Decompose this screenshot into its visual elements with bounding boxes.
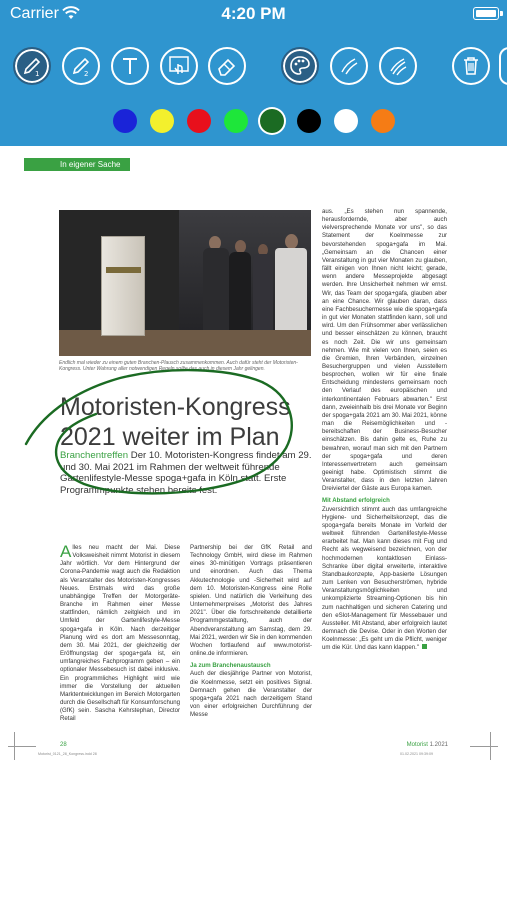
article-headline xyxy=(60,392,320,452)
palette-button[interactable] xyxy=(281,47,319,85)
pen-1-button[interactable] xyxy=(13,47,51,85)
eraser-button[interactable] xyxy=(208,47,246,85)
footer-issue xyxy=(388,742,448,748)
column-3-text-b: Zuversichtlich stimmt auch das umfangreiche Hygiene- und Sicherheitskonzept, das die spoga+gafa bereits Monate im Vorfeld der weltweit führenden Gartenlifestyle-Messe erarbeitet hat. Man kann dieses mit Fug und Recht als wegweisend bezeichnen, von der hochmodernen kontaktlosen Einlass-Schranke über digital erweiterte, interaktive Standbaukonzepte, App-basierte Lösungen zum Lenken von Besucherströmen, hybride Veranstaltungsmöglichkeiten und unkomplizierte Streaming-Optionen bis hin zum nachhaltigen und sicheren Catering und den eSlot-Management für Messebauer und Aussteller. Mit Abstand, aber erfolgreich lautet demnach die Devise. Oder in den Worten der Koelnmesse: „Es geht um die Pflicht, weniger um die Kür. Und das kann klappen." xyxy=(322,505,447,652)
color-swatch-yellow[interactable] xyxy=(150,109,174,133)
status-bar xyxy=(0,0,507,30)
pen-2-icon xyxy=(69,54,93,78)
top-bar xyxy=(0,0,507,146)
pen-2-button[interactable] xyxy=(62,47,100,85)
slug-line-left: Motorist_0121_28_Kongress.indd 28 xyxy=(38,752,97,756)
color-swatch-black[interactable] xyxy=(297,109,321,133)
footer-issue-number: 1.2021 xyxy=(427,742,448,748)
document-page[interactable] xyxy=(0,146,507,900)
palette-icon xyxy=(288,54,312,78)
book-photo xyxy=(101,236,145,336)
stroke-thick-button[interactable] xyxy=(379,47,417,85)
article-column-3 xyxy=(322,208,447,740)
stroke-thin-icon xyxy=(337,54,361,78)
page-number: 28 xyxy=(60,742,67,748)
column-2-text-a: Partnership bei der GfK Retail and Technology GmbH, wird diese im Rahmen eines 30-minütigen Vortrags präsentieren und einordnen. Auch das Thema Akkutechnologie und -Sicherheit wird auf dem 10. Motoristen-Kongress eine Rolle spielen. Und natürlich die Verleihung des Unternehmerpreises „Motorist des Jahres 2021". Über die fortschreitende detaillierte Programmgestaltung, auch der Abendveranstaltung am Samstag, dem 29. Mai 2021, werden wir Sie in den kommenden Wochen fortlaufend auf www.motorist-online.de informieren. xyxy=(190,544,312,658)
column-1-text: lles neu macht der Mai. Diese Volksweisheit nimmt Motorist in diesem Jahr wörtlich. Vor dem Hintergrund der Corona-Pandemie wagt auch die Redaktion als Veranstalter des Motoristen-Kongresses Neues. Erstmals wird das große unabhängige Treffen der Motorgeräte-Branche im Rahmen einer Messe stattfinden, nämlich zeitgleich und im Umfeld der Gartenlifestyle-Messe spoga+gafa in Köln. Nach derzeitiger Planung wird es dort am Messesonntag, dem 30. Mai 2021, der gleichzeitig der Eröffnungstag der spoga+gafa ist, ein umfangreiches Fachprogramm geben – ein optionaler Messebesuch ist dabei inklusive. Ein programmliches Highlight wird wie immer die Vorstellung der aktuellen Marktentwicklungen im Bereich Motorgarten durch die Gesellschaft für Konsumforschung (GfK) sein. Sascha Kehrstephan, Director Retail xyxy=(60,544,180,723)
hand-tool-button[interactable] xyxy=(160,47,198,85)
column-2-subhead: Ja zum Branchenaustausch xyxy=(190,662,271,670)
color-swatch-light-green[interactable] xyxy=(224,109,248,133)
color-swatch-blue[interactable] xyxy=(113,109,137,133)
headline-line-2: 2021 weiter im Plan xyxy=(60,423,280,451)
lead-paragraph xyxy=(60,450,318,496)
svg-text:1: 1 xyxy=(35,70,40,78)
stroke-thick-icon xyxy=(386,54,410,78)
color-swatch-red[interactable] xyxy=(187,109,211,133)
carrier-label: Carrier xyxy=(10,5,59,22)
lead-text: Der 10. Motoristen-Kongress findet am 29. und 30. Mai 2021 im Rahmen der weltweit führende Gartenlifestyle-Messe spoga+gafa in Köln statt. Erste Programmpunkte stehen bereits fest. xyxy=(60,450,312,496)
article-column-1 xyxy=(60,544,180,740)
section-tag: In eigener Sache xyxy=(24,158,130,171)
photo-caption: Endlich mal wieder zu einem guten Branchen-Plausch zusammenkommen. Auch dafür steht der Motoristen-Kongress. Unter Wahrung aller notwendigen Regeln sollte das auch in diesem Jahr gelingen. xyxy=(59,360,298,372)
column-3-subhead: Mit Abstand erfolgreich xyxy=(322,497,390,505)
pen-1-icon xyxy=(20,54,44,78)
footer-brand: Motorist xyxy=(406,742,428,748)
crop-mark xyxy=(470,746,498,747)
text-tool-icon xyxy=(118,54,142,78)
color-swatch-orange[interactable] xyxy=(371,109,395,133)
clock: 4:20 PM xyxy=(221,4,286,23)
trash-button[interactable] xyxy=(452,47,490,85)
text-tool-button[interactable] xyxy=(111,47,149,85)
column-3-text-a: aus. „Es stehen nun spannende, herausfordernde, aber auch vielversprechende Monate vor uns", so das Statement der Koelnmesse zur bevorstehenden spoga+gafa im Mai. „Gemeinsam an die Chancen einer Veranstaltung in gut vier Monaten zu glauben, fällt einigen von Ihnen nicht leicht; gerade, wenn andere Messeprojekte abgesagt werden. Ihre Unsicherheit nehmen wir ernst. Wir, das Team der spoga+gafa, glauben aber an eine Chance. Wir glauben daran, dass eine Fachbesuchermesse wie die spoga+gafa in gut vier Monaten stattfinden kann, soll und wird. Um den Frühsommer aber verlässlichen und besser einschätzen zu können, braucht es noch Zeit. Die wir uns gemeinsam nehmen. Wie mit vielen von Ihnen, seien es die Gremien, Ihren Verbänden, einzelnen Besuchergruppen und vielen Ausstellern besprochen, wollen wir für eine finale Entscheidung mindestens gemeinsam noch den Verlauf des europäischen und interkontinentalen Februars abwarten." Erst dann, zweieinhalb bis drei Monate vor Beginn der spoga+gafa 2021 am 30. Mai 2021, könne man die Reisemöglichkeiten und -bereitschaften der Business-Besucher einschätzen. Bis dahin gelte es, Ruhe zu bewahren, worauf man sich mit den Partnern der spoga+gafa und deren Interessenvertretern auch gemeinsam geeinigt habe. Optimistisch stimmt die Veranstalter, dass in den letzten Jahren Dreiviertel der Gäste aus Europa kamen. xyxy=(322,208,447,493)
battery-icon xyxy=(473,7,499,20)
slug-line-right: 01.02.2021 09:39:09 xyxy=(400,752,433,756)
color-swatch-dark-green-selected[interactable] xyxy=(260,109,284,133)
lead-keyword: Branchentreffen xyxy=(60,450,129,461)
drop-cap: A xyxy=(60,544,72,561)
trash-icon xyxy=(459,54,483,78)
crop-mark xyxy=(8,746,36,747)
more-tools-button[interactable] xyxy=(499,47,507,85)
column-2-text-b: Auch der diesjährige Partner von Motorist, die Koelnmesse, setzt ein positives Signal. Demnach gehen die Veranstalter der spoga+gafa 2021 nach derzeitigem Stand von einer erfolgreichen Durchführung der Messe xyxy=(190,670,312,719)
end-mark xyxy=(422,644,427,649)
svg-text:2: 2 xyxy=(84,70,89,78)
color-swatch-white[interactable] xyxy=(334,109,358,133)
stroke-thin-button[interactable] xyxy=(330,47,368,85)
article-photo xyxy=(59,210,311,356)
headline-line-1: Motoristen-Kongress xyxy=(60,393,291,421)
hand-tool-icon xyxy=(167,54,191,78)
article-column-2 xyxy=(190,544,312,740)
eraser-icon xyxy=(215,54,239,78)
